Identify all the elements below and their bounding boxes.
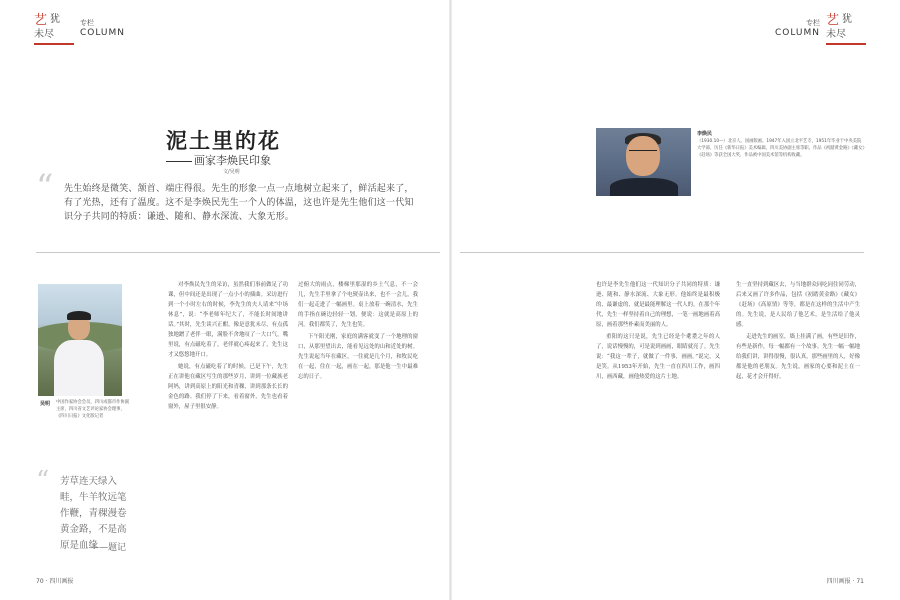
article-subtitle-text: 画家李焕民印象 (194, 154, 271, 167)
column-label-zh: 专栏 (80, 19, 94, 27)
artist-portrait (596, 128, 691, 196)
column-label-en: COLUMN (80, 28, 126, 38)
photo-caption-name: 吴明 (40, 401, 51, 407)
body-paragraph: 走进先生的画室，墙上挂满了画，有些是旧作，有些是新作，每一幅都有一个故事。先生一幅一幅地给我们讲，讲得很慢，很认真，那些画里的人，好像都是他的老朋友。先生说，画家的心要和泥土在一起，花才会开得好。 (736, 334, 860, 380)
column-logo (826, 14, 866, 44)
logo-underline (826, 43, 866, 45)
body-paragraph: 对李焕民先生的采访，虽然我们事前做足了功课，但中间还是出现了一点小小的插曲。采访进行到一个小时左右的时候，李先生的夫人请来“中场休息”，说：“李老师年纪大了，不能长时间地讲话。”其时，先生谈兴正酣，像是意犹未尽，有点孤独地蹭了老伴一眼，满脸不舍地叹了一大口气，嘴里说，有点磁吃着了，老伴就心疼起来了，先生这才又悠悠地开口。 (168, 282, 288, 358)
column-logo (34, 14, 74, 44)
subtitle-dash (166, 161, 192, 162)
body-column-2 (298, 280, 418, 382)
column-label (80, 18, 125, 38)
logo-small-1: 犹 (50, 14, 60, 25)
bio-name: 李焕民 (697, 131, 713, 137)
logo-small-1: 犹 (842, 14, 852, 25)
column-label (775, 18, 820, 38)
quote-mark-icon: “ (36, 466, 50, 496)
photo-hair (67, 311, 91, 320)
page-fold (449, 0, 452, 600)
body-paragraph: 生一直坚持到藏区去，与当地群众同吃同住同劳动，后来又画了许多作品，包括《初踏黄金路》《藏女》《赶场》《高原情》等等，都是在这样的生活中产生的。先生说，是人民给了他艺术，是生活给了他灵感。 (736, 282, 860, 328)
logo-char: 艺 (826, 13, 840, 28)
logo-underline (34, 43, 74, 45)
article-title: 泥土里的花 (166, 128, 281, 153)
quote-mark-icon: “ (36, 167, 54, 207)
portrait-glasses (629, 150, 657, 157)
bio-text: （1930.10—）北京人。国画版画。1947年入国立北平艺专，1951年毕业于中央美院大学部，历任《新华日报》美术编辑，四川美协副主席等职。作品《初踏黄金路》《藏女》《赶场》等获全国大奖，作品被中国美术馆等机构收藏。 (697, 139, 865, 159)
column-label-en: COLUMN (774, 28, 820, 38)
pull-quote: 芳草连天绿入畦，牛羊牧远笔作鞭，青稞漫卷黄金路，不是高原是血缘 (60, 476, 127, 551)
logo-char: 艺 (34, 13, 48, 28)
photo-shirt (54, 340, 104, 396)
body-column-3 (596, 280, 720, 382)
pull-quote-attribution: ——题记 (90, 543, 127, 553)
column-header-right (769, 14, 866, 44)
logo-small-2: 未尽 (34, 29, 54, 40)
column-header-left (34, 14, 131, 44)
body-paragraph: 她说，有点磁吃着了的时候，已是下午，先生正在讲他在藏区写生的那些岁月，讲到一位藏族老阿妈，讲到高原上的阳光和青稞，讲到那条长长的金色的路。我们停了下来，看着窗外，先生也看着窗外，屋子里很安静。 (168, 364, 288, 410)
body-column-4 (736, 280, 860, 382)
portrait-suit (610, 178, 678, 196)
section-divider-right (460, 252, 864, 253)
article-author: 文/吴明 (223, 169, 240, 175)
article-subtitle (166, 152, 271, 168)
body-paragraph: 下午阳光刚，家庭的满客就变了一个地理的窗口，从那里望出去，能看见远处的山和近处的树。先生说起当年在藏区，一住就是几个月，和牧民吃在一起，住在一起，画在一起，那是他一生中最难忘的日子。 (298, 334, 418, 380)
logo-small-2: 未尽 (826, 29, 846, 40)
section-divider-left (36, 252, 440, 253)
column-label-zh: 专栏 (806, 19, 820, 27)
body-paragraph: 重阳的这只是说，先生已经是个耄耋之年的人了，说话慢慢的，可是说到画画，眼睛就亮了。先生说：“我这一辈子，就做了一件事，画画。”说完，又是笑。从1953年开始，先生一直在四川工作，画四川，画西藏，画他热爱的这片土地。 (596, 334, 720, 380)
photo-caption-text: 中国作家协会会员，四川成都市作协副主席，四川省文艺评论家协会理事，《四川日报》文化版记者 (56, 400, 130, 420)
page-footer-left: 70 · 四川画报 (36, 578, 74, 585)
body-paragraph: 过俯大的雨点，楼梯里那湿的乡土气息，不一会儿，先生手里拿了个电熨壶出来，也不一会儿，我们一起走进了一幅画里。桌上放着一碗清水，先生的手指在碗边轻轻一划，便说：这就是高原上的河。我们都笑了，先生也笑。 (298, 282, 418, 328)
page-footer-right: 四川画报 · 71 (826, 578, 864, 585)
body-column-1 (168, 280, 288, 412)
author-photo (38, 284, 122, 396)
body-paragraph: 也许是李先生他们这一代知识分子共同的特质：谦逊、随和、静水深流、大象无形。他始终是最积极的、最谦虚的，就是最能理解这一代人的。在那个年代，先生一样坚持着自己的理想，一笔一画地画着高原，画着那些朴素而美丽的人。 (596, 282, 720, 328)
article-lead: 先生始终是微笑、颔首、端庄得很。先生的形象一点一点地树立起来了，鲜活起来了，有了光热，还有了温度。这不是李焕民先生一个人的体温，这也许是先生他们这一代知识分子共同的特质：谦逊、随和、静水深流、大象无形。 (64, 184, 414, 222)
